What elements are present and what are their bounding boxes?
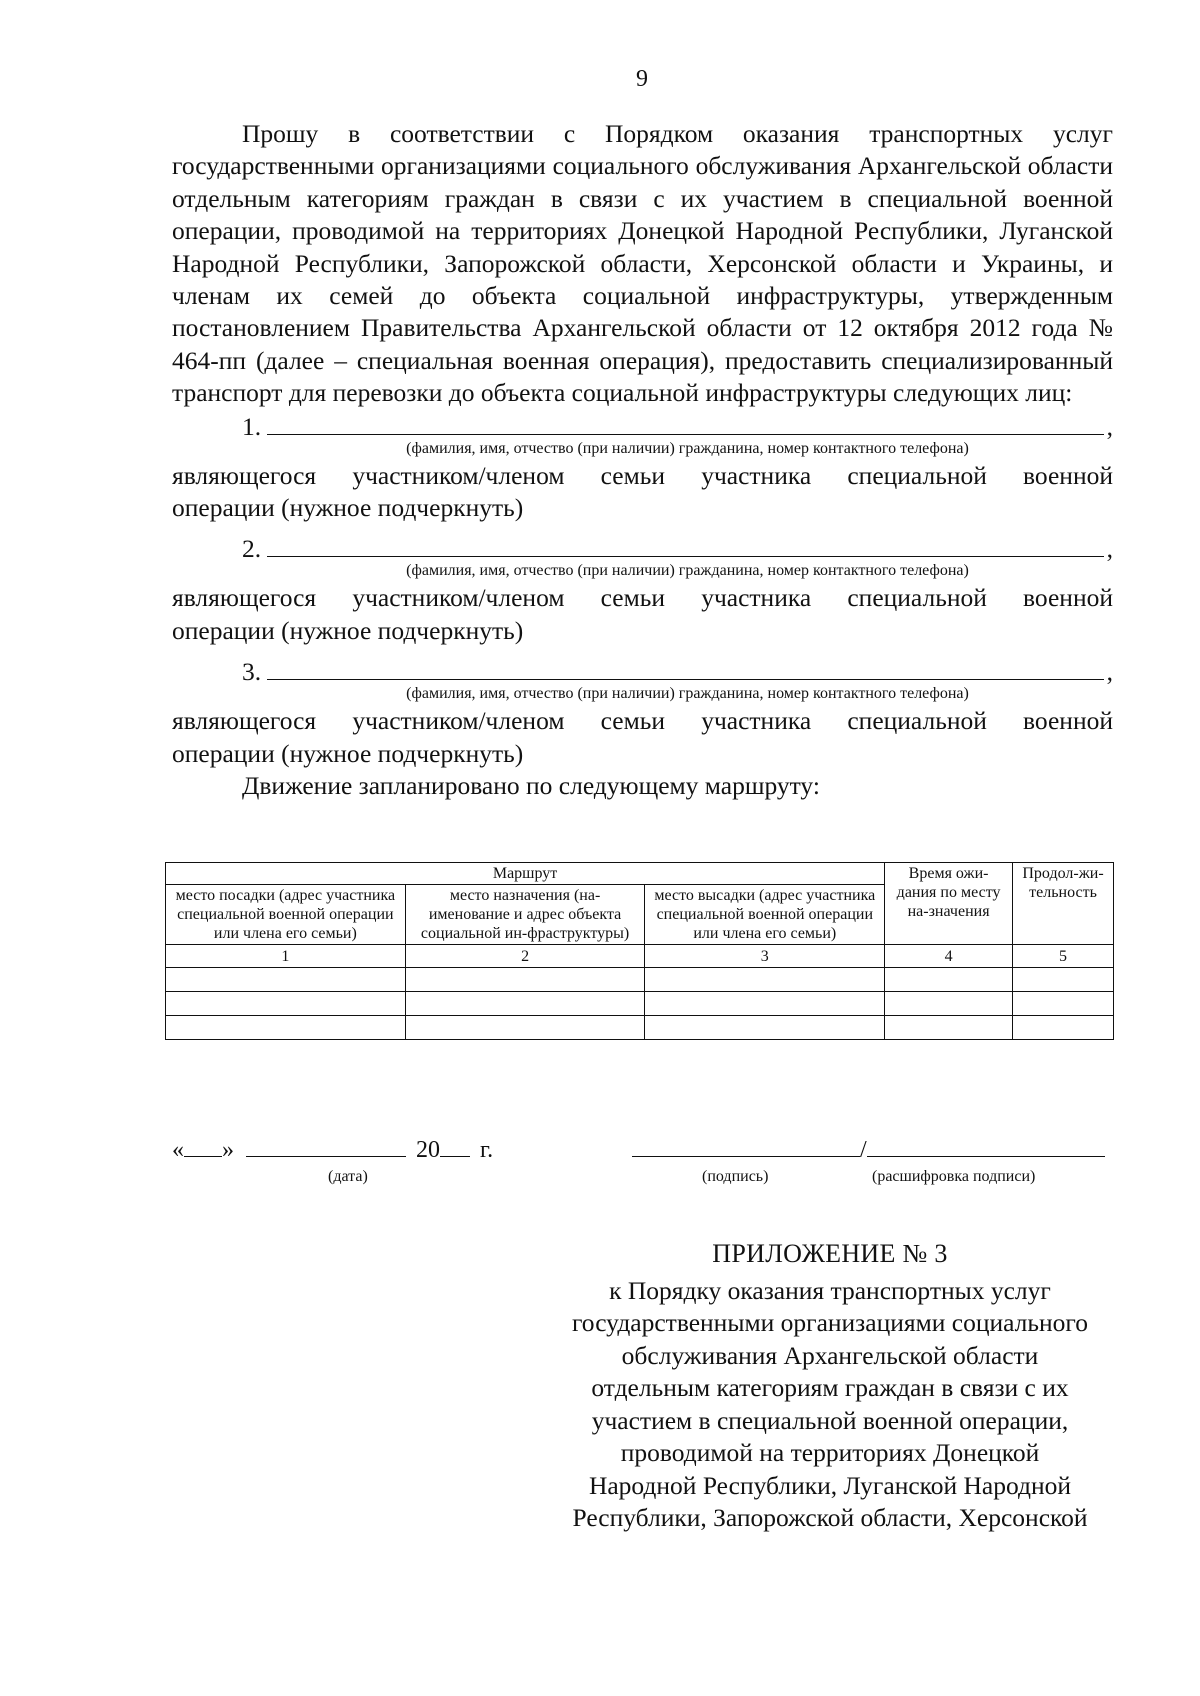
column-number: 4 bbox=[885, 945, 1013, 968]
person-entry-2 bbox=[172, 532, 1113, 564]
person-name-field[interactable] bbox=[267, 555, 1104, 557]
table-cell[interactable] bbox=[885, 1016, 1013, 1040]
table-cell[interactable] bbox=[166, 968, 406, 992]
header-dropoff-place: место высадки (адрес участника специальной военной операции или члена его семьи) bbox=[645, 885, 885, 945]
year-field[interactable] bbox=[440, 1136, 470, 1157]
table-cell[interactable] bbox=[166, 992, 406, 1016]
appendix-title: ПРИЛОЖЕНИЕ № 3 bbox=[712, 1239, 948, 1268]
person-number: 3. bbox=[242, 657, 262, 687]
table-cell[interactable] bbox=[645, 992, 885, 1016]
person-entry-1 bbox=[172, 410, 1113, 442]
column-number: 3 bbox=[645, 945, 885, 968]
column-number: 2 bbox=[405, 945, 645, 968]
person-caption: (фамилия, имя, отчество (при наличии) гражданина, номер контактного телефона) bbox=[406, 685, 969, 703]
signature-field-group bbox=[632, 1136, 1105, 1164]
header-destination: место назначения (на-именование и адрес объекта социальной ин-фраструктуры) bbox=[405, 885, 645, 945]
date-field-group bbox=[172, 1136, 493, 1164]
appendix-line: Народной Республики, Луганской Народной bbox=[588, 1470, 1072, 1500]
table-row bbox=[166, 992, 1114, 1016]
status-line-note: операции (нужное подчеркнуть) bbox=[172, 615, 524, 645]
status-line: являющегося участником/членом семьи участника специальной военной bbox=[172, 583, 1113, 613]
open-quote: « bbox=[172, 1137, 184, 1163]
month-field[interactable] bbox=[246, 1136, 406, 1157]
appendix-line: отдельным категориям граждан в связи с их bbox=[591, 1373, 1069, 1402]
signature-row bbox=[172, 1136, 1113, 1196]
person-name-field[interactable] bbox=[267, 678, 1104, 680]
signature-slash: / bbox=[860, 1137, 867, 1163]
table-row bbox=[166, 968, 1114, 992]
signature-decode-caption: (расшифровка подписи) bbox=[872, 1168, 1036, 1185]
table-cell[interactable] bbox=[405, 992, 645, 1016]
person-caption: (фамилия, имя, отчество (при наличии) гражданина, номер контактного телефона) bbox=[406, 439, 969, 457]
table-cell[interactable] bbox=[405, 968, 645, 992]
page-number: 9 bbox=[636, 66, 648, 92]
table-header-row bbox=[166, 863, 1114, 885]
column-number: 5 bbox=[1013, 945, 1114, 968]
table-cell[interactable] bbox=[1013, 1016, 1114, 1040]
table-cell[interactable] bbox=[1013, 968, 1114, 992]
signature-caption: (подпись) bbox=[702, 1168, 769, 1185]
person-number: 1. bbox=[242, 411, 262, 441]
table-cell[interactable] bbox=[645, 1016, 885, 1040]
person-comma: , bbox=[1106, 534, 1113, 564]
request-body bbox=[172, 118, 1113, 803]
route-group-header: Маршрут bbox=[166, 863, 885, 885]
person-comma: , bbox=[1106, 411, 1113, 441]
table-cell[interactable] bbox=[885, 968, 1013, 992]
appendix-line: к Порядку оказания транспортных услуг bbox=[609, 1275, 1051, 1305]
day-field[interactable] bbox=[184, 1136, 222, 1157]
table-row bbox=[166, 1016, 1114, 1040]
appendix-line: обслуживания Архангельской области bbox=[621, 1340, 1039, 1370]
intro-paragraph: Прошу в соответствии с Порядком оказания транспортных услуг государственными организациями социального обслуживания Архангельской области отдельным категориям граждан в связи с их участием в специальной военной операции, проводимой на территориях Донецкой Народной Республики, Луганской Народной Республики, Запорожской области, Херсонской области и Украины, и членам их семей до объекта социальной инфраструктуры, утвержденным постановлением Правительства Архангельской области от 12 октября 2012 года № 464-пп (далее – специальная военная операция), предоставить специализированный транспорт для перевозки до объекта социальной инфраструктуры следующих лиц: bbox=[172, 119, 1113, 408]
appendix-line: проводимой на территориях Донецкой bbox=[620, 1438, 1040, 1467]
signature-field[interactable] bbox=[632, 1136, 860, 1157]
appendix-line: государственными организациями социального bbox=[571, 1308, 1088, 1337]
table-cell[interactable] bbox=[1013, 992, 1114, 1016]
header-duration: Продол-жи-тельность bbox=[1013, 863, 1114, 945]
route-table bbox=[165, 862, 1114, 1040]
year-suffix: г. bbox=[480, 1137, 494, 1163]
status-line: являющегося участником/членом семьи участника специальной военной bbox=[172, 460, 1113, 490]
date-caption: (дата) bbox=[328, 1168, 368, 1185]
table-cell[interactable] bbox=[405, 1016, 645, 1040]
header-wait-time: Время ожи-дания по месту на-значения bbox=[885, 863, 1013, 945]
close-quote: » bbox=[222, 1137, 234, 1163]
appendix-line: Республики, Запорожской области, Херсонской bbox=[572, 1503, 1088, 1532]
header-pickup-place: место посадки (адрес участника специальной военной операции или члена его семьи) bbox=[166, 885, 406, 945]
signature-decode-field[interactable] bbox=[867, 1136, 1105, 1157]
table-cell[interactable] bbox=[166, 1016, 406, 1040]
route-intro: Движение запланировано по следующему маршруту: bbox=[242, 771, 820, 801]
appendix-line: участием в специальной военной операции, bbox=[591, 1405, 1069, 1435]
status-line-note: операции (нужное подчеркнуть) bbox=[172, 738, 524, 768]
status-line-note: операции (нужное подчеркнуть) bbox=[172, 493, 524, 523]
appendix-header bbox=[530, 1238, 1130, 1535]
year-prefix: 20 bbox=[416, 1137, 440, 1163]
table-cell[interactable] bbox=[885, 992, 1013, 1016]
column-number: 1 bbox=[166, 945, 406, 968]
person-number: 2. bbox=[242, 534, 262, 564]
table-number-row bbox=[166, 945, 1114, 968]
status-line: являющегося участником/членом семьи участника специальной военной bbox=[172, 706, 1113, 736]
person-name-field[interactable] bbox=[267, 433, 1104, 435]
person-entry-3 bbox=[172, 655, 1113, 687]
person-comma: , bbox=[1106, 657, 1113, 687]
person-caption: (фамилия, имя, отчество (при наличии) гражданина, номер контактного телефона) bbox=[406, 562, 969, 580]
table-cell[interactable] bbox=[645, 968, 885, 992]
